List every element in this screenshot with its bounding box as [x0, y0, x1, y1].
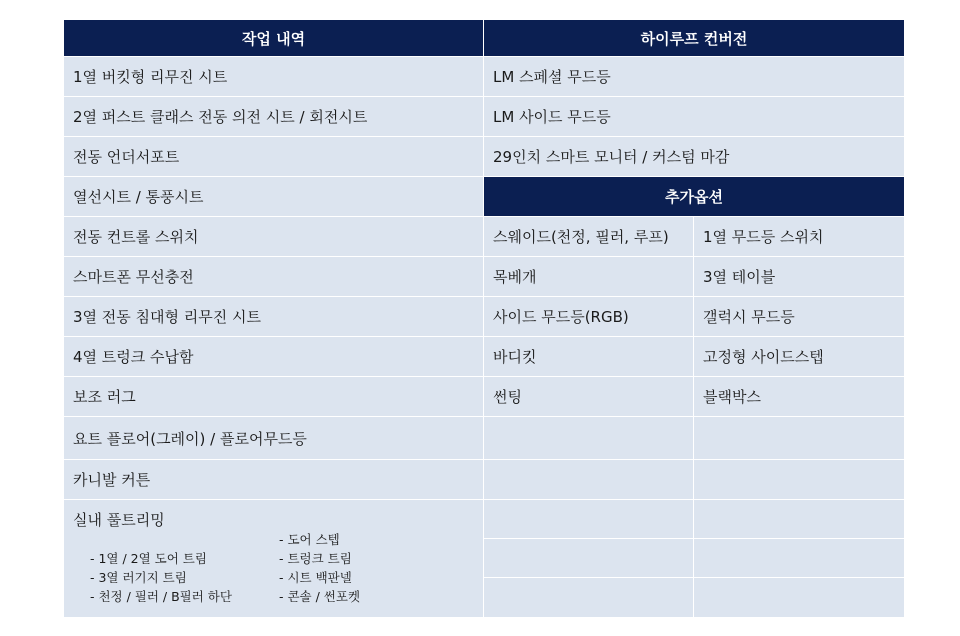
trim-right-item: - 콘솔 / 썬포켓 — [279, 589, 361, 604]
empty-cell — [694, 578, 904, 617]
empty-cell — [484, 578, 693, 617]
left-item-1: 1열 버킷형 리무진 시트 — [64, 57, 483, 96]
left-item-3: 전동 언더서포트 — [64, 137, 483, 176]
trim-list-right — [279, 530, 360, 606]
trim-right-item: - 트렁크 트림 — [279, 551, 352, 566]
left-item-11: 카니발 커튼 — [64, 460, 483, 499]
trim-left-item: - 1열 / 2열 도어 트림 — [90, 551, 207, 566]
left-item-8: 4열 트렁크 수납함 — [64, 337, 483, 376]
empty-cell — [484, 500, 693, 538]
hiloof-item-3: 29인치 스마트 모니터 / 커스텀 마감 — [484, 137, 904, 176]
left-header: 작업 내역 — [64, 20, 483, 56]
empty-cell — [484, 417, 693, 459]
interior-trim-title: 실내 풀트리밍 — [73, 511, 165, 529]
empty-cell — [694, 500, 904, 538]
option-cell: 목베개 — [484, 257, 693, 296]
left-item-5: 전동 컨트롤 스위치 — [64, 217, 483, 256]
option-cell: 스웨이드(천정, 필러, 루프) — [484, 217, 693, 256]
hiloof-item-1: LM 스페셜 무드등 — [484, 57, 904, 96]
empty-cell — [484, 539, 693, 577]
work-table — [64, 20, 904, 617]
empty-cell — [694, 539, 904, 577]
option-cell: 1열 무드등 스위치 — [694, 217, 904, 256]
empty-cell — [694, 460, 904, 499]
left-item-10: 요트 플로어(그레이) / 플로어무드등 — [64, 417, 483, 459]
option-cell: 블랙박스 — [694, 377, 904, 416]
trim-left-item: - 천정 / 필러 / B필러 하단 — [90, 589, 232, 604]
option-cell: 고정형 사이드스텝 — [694, 337, 904, 376]
hiloof-header: 하이루프 컨버전 — [484, 20, 904, 56]
empty-cell — [484, 460, 693, 499]
trim-right-item: - 시트 백판넬 — [279, 570, 352, 585]
left-item-9: 보조 러그 — [64, 377, 483, 416]
trim-left-item: - 3열 러기지 트림 — [90, 570, 187, 585]
hiloof-item-2: LM 사이드 무드등 — [484, 97, 904, 136]
options-header: 추가옵션 — [484, 177, 904, 216]
left-item-2: 2열 퍼스트 클래스 전동 의전 시트 / 회전시트 — [64, 97, 483, 136]
left-item-7: 3열 전동 침대형 리무진 시트 — [64, 297, 483, 336]
option-cell: 썬팅 — [484, 377, 693, 416]
empty-cell — [694, 417, 904, 459]
left-item-4: 열선시트 / 통풍시트 — [64, 177, 483, 216]
left-item-6: 스마트폰 무선충전 — [64, 257, 483, 296]
option-cell: 갤럭시 무드등 — [694, 297, 904, 336]
trim-list-left — [90, 549, 232, 606]
option-cell: 3열 테이블 — [694, 257, 904, 296]
option-cell: 사이드 무드등(RGB) — [484, 297, 693, 336]
option-cell: 바디킷 — [484, 337, 693, 376]
trim-right-item: - 도어 스텝 — [279, 532, 340, 547]
